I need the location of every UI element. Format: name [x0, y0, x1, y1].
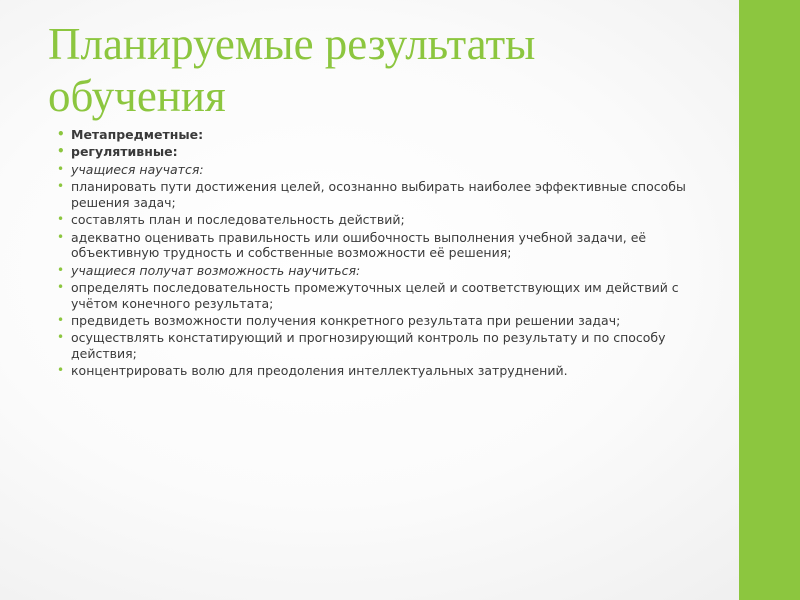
list-item: • определять последовательность промежуточных целей и соответствующих им действий с учётом конечного результата; — [56, 280, 696, 311]
accent-bar — [739, 0, 800, 600]
list-item: • учащиеся научатся: — [56, 162, 696, 178]
list-item: • концентрировать волю для преодоления интеллектуальных затруднений. — [56, 363, 696, 379]
slide-title: Планируемые результаты обучения — [48, 19, 536, 121]
list-item: • предвидеть возможности получения конкретного результата при решении задач; — [56, 313, 696, 329]
list-item: • Метапредметные: — [56, 127, 696, 143]
list-item: • учащиеся получат возможность научиться: — [56, 263, 696, 279]
list-item: • адекватно оценивать правильность или ошибочность выполнения учебной задачи, её объективную трудность и собственные возможности её решения; — [56, 230, 696, 261]
list-item: • составлять план и последовательность действий; — [56, 212, 696, 228]
list-item: • регулятивные: — [56, 144, 696, 160]
list-item: • осуществлять констатирующий и прогнозирующий контроль по результату и по способу действия; — [56, 330, 696, 361]
content-list — [56, 127, 696, 381]
list-item: • планировать пути достижения целей, осознанно выбирать наиболее эффективные способы решения задач; — [56, 179, 696, 210]
